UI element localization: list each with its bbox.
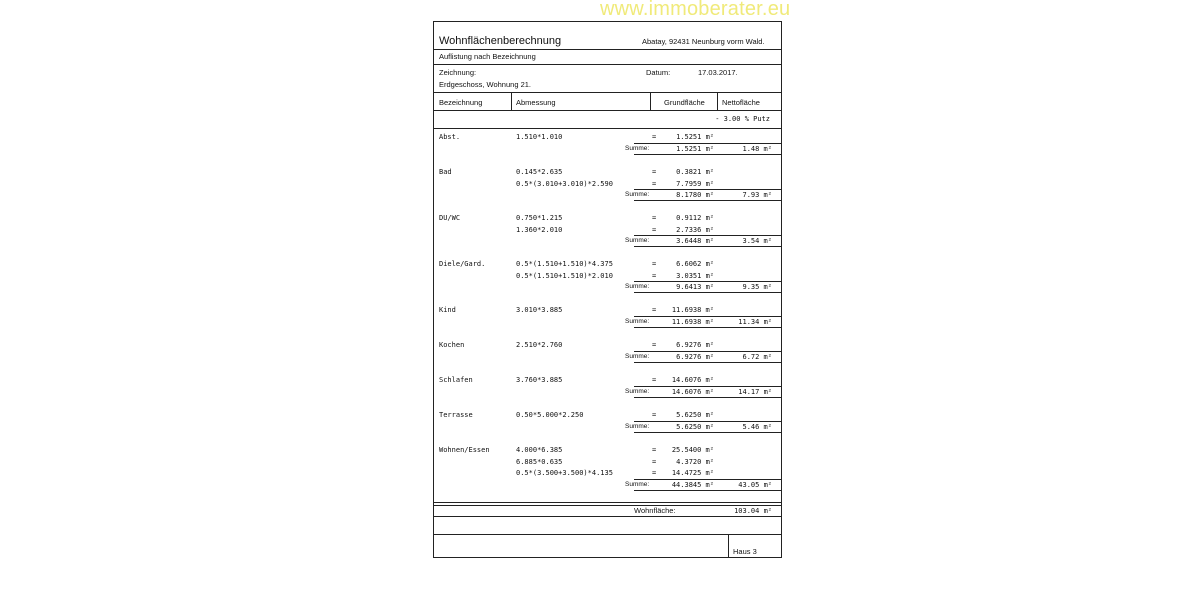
sum-label: Summe: [625, 144, 650, 152]
partial-area: 1.5251 m² [676, 133, 714, 141]
partial-area: 5.6250 m² [676, 411, 714, 419]
room-net-area: 43.05 m² [738, 480, 772, 489]
room-net-area: 14.17 m² [738, 387, 772, 396]
drawing-label: Zeichnung: [439, 68, 477, 77]
sum-label: Summe: [625, 283, 650, 290]
divider [434, 516, 781, 517]
room-net-area: 5.46 m² [742, 422, 772, 431]
sum-label: Summe: [625, 387, 650, 395]
date-label: Datum: [646, 68, 671, 77]
drawing-value: Erdgeschoss, Wohnung 21. [439, 80, 532, 89]
room-sum: 14.6076 m² [671, 387, 714, 396]
footer-divider [728, 534, 729, 558]
dimension-formula: 0.5*(3.500+3.500)*4.135 [516, 469, 613, 477]
partial-area: 3.0351 m² [676, 271, 714, 280]
dimension-formula: 0.5*(3.010+3.010)*2.590 [516, 179, 613, 188]
sum-underline [634, 327, 782, 328]
sum-label: Summe: [625, 352, 650, 360]
sum-underline [634, 292, 782, 293]
room-name: Diele/Gard. [439, 260, 486, 268]
room-sum: 1.5251 m² [676, 144, 714, 153]
sum-underline [634, 432, 782, 433]
column-header-bezeichnung: Bezeichnung [439, 98, 483, 107]
dimension-formula: 0.5*(1.510+1.510)*4.375 [516, 260, 613, 268]
equals-sign: = [652, 260, 657, 268]
equals-sign: = [652, 446, 657, 454]
room-name: Kochen [439, 341, 465, 349]
room-name: Bad [439, 168, 452, 176]
equals-sign: = [652, 133, 657, 141]
sum-underline [634, 246, 782, 247]
room-sum: 11.6938 m² [671, 317, 714, 326]
partial-area: 4.3720 m² [676, 457, 714, 466]
partial-area: 14.4725 m² [671, 469, 714, 477]
partial-area: 0.9112 m² [676, 214, 714, 222]
equals-sign: = [652, 179, 657, 188]
equals-sign: = [652, 306, 657, 314]
sum-label: Summe: [625, 422, 650, 430]
room-name: Terrasse [439, 411, 473, 419]
sum-label: Summe: [625, 480, 650, 488]
column-divider [511, 92, 512, 110]
room-name: Wohnen/Essen [439, 446, 490, 454]
partial-area: 6.9276 m² [676, 341, 714, 349]
watermark-text: www.immoberater.eu [600, 0, 791, 20]
partial-area: 14.6076 m² [671, 376, 714, 384]
dimension-formula: 0.145*2.635 [516, 168, 563, 176]
equals-sign: = [652, 214, 657, 222]
divider [434, 92, 781, 93]
column-divider [717, 92, 718, 110]
plaster-deduction: - 3.00 % Putz [715, 115, 770, 123]
dimension-formula: 3.760*3.885 [516, 376, 563, 384]
sum-label: Summe: [625, 237, 650, 244]
sum-underline [634, 397, 782, 398]
sum-underline [634, 154, 782, 155]
room-sum: 5.6250 m² [676, 422, 714, 431]
room-net-area: 6.72 m² [742, 352, 772, 361]
room-name: Schlafen [439, 376, 473, 384]
room-net-area: 11.34 m² [738, 317, 772, 326]
equals-sign: = [652, 168, 657, 176]
equals-sign: = [652, 271, 657, 280]
sum-underline [634, 362, 782, 363]
partial-area: 2.7336 m² [676, 225, 714, 234]
equals-sign: = [652, 411, 657, 419]
room-net-area: 9.35 m² [742, 283, 772, 291]
total-label: Wohnfläche: [634, 506, 676, 515]
column-header-grundflaeche: Grundfläche [664, 98, 705, 107]
sum-label: Summe: [625, 191, 650, 198]
room-name: Abst. [439, 133, 461, 141]
partial-area: 25.5400 m² [671, 446, 714, 454]
dimension-formula: 6.885*0.635 [516, 457, 563, 466]
room-name: DU/WC [439, 214, 461, 222]
divider [434, 49, 781, 50]
divider [434, 502, 781, 503]
divider [434, 110, 781, 111]
room-sum: 6.9276 m² [676, 352, 714, 361]
dimension-formula: 0.5*(1.510+1.510)*2.010 [516, 271, 613, 280]
partial-area: 6.6062 m² [676, 260, 714, 268]
sum-underline [634, 490, 782, 491]
equals-sign: = [652, 457, 657, 466]
room-net-area: 1.48 m² [742, 144, 772, 153]
equals-sign: = [652, 376, 657, 384]
dimension-formula: 0.750*1.215 [516, 214, 563, 222]
divider [434, 128, 781, 129]
column-divider [650, 92, 651, 110]
equals-sign: = [652, 469, 657, 477]
room-sum: 44.3845 m² [671, 480, 714, 489]
date-value: 17.03.2017. [698, 68, 738, 77]
room-sum: 8.1780 m² [676, 191, 714, 199]
dimension-formula: 1.360*2.010 [516, 225, 563, 234]
dimension-formula: 1.510*1.010 [516, 133, 563, 141]
partial-area: 7.7959 m² [676, 179, 714, 188]
room-name: Kind [439, 306, 456, 314]
sum-label: Summe: [625, 317, 650, 325]
area-calculation-sheet [433, 21, 782, 558]
equals-sign: = [652, 225, 657, 234]
column-header-nettoflaeche: Nettofläche [722, 98, 760, 107]
owner-address: Abatay, 92431 Neunburg vorm Wald. [642, 37, 765, 46]
partial-area: 0.3821 m² [676, 168, 714, 176]
column-header-abmessung: Abmessung [516, 98, 556, 107]
document-title: Wohnflächenberechnung [439, 35, 562, 47]
dimension-formula: 4.000*6.385 [516, 446, 563, 454]
dimension-formula: 3.010*3.885 [516, 306, 563, 314]
subtitle: Auflistung nach Bezeichnung [439, 52, 536, 61]
equals-sign: = [652, 341, 657, 349]
partial-area: 11.6938 m² [671, 306, 714, 314]
room-net-area: 3.54 m² [742, 237, 772, 245]
dimension-formula: 2.510*2.760 [516, 341, 563, 349]
house-label: Haus 3 [733, 547, 757, 556]
room-sum: 9.6413 m² [676, 283, 714, 291]
dimension-formula: 0.50*5.000*2.250 [516, 411, 584, 419]
divider [434, 64, 781, 65]
room-net-area: 7.93 m² [742, 191, 772, 199]
sum-underline [634, 200, 782, 201]
total-value: 103.04 m² [734, 507, 772, 515]
room-sum: 3.6448 m² [676, 237, 714, 245]
